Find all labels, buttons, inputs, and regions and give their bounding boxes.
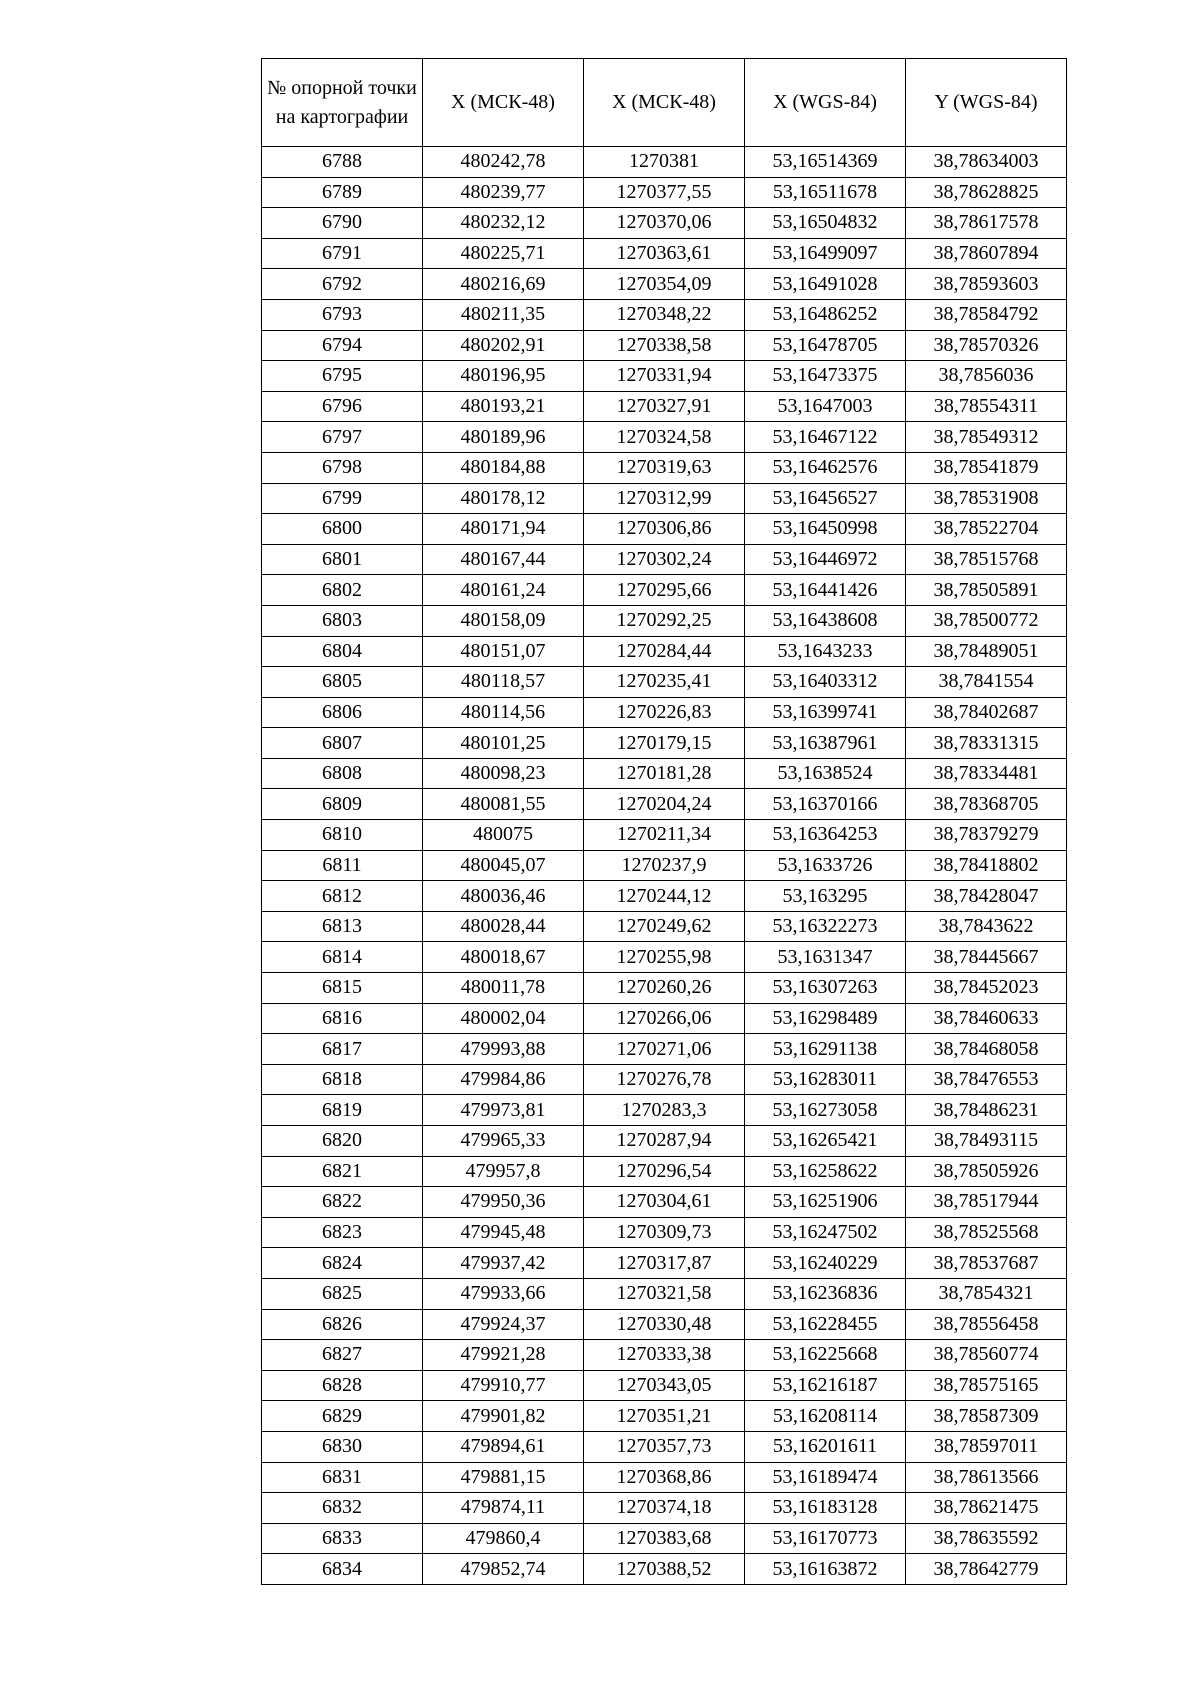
cell-point-number: 6818 [262, 1064, 423, 1095]
cell-x-wgs84: 53,16208114 [745, 1401, 906, 1432]
cell-y-wgs84: 38,7841554 [906, 667, 1067, 698]
cell-x-msk48: 479894,61 [423, 1431, 584, 1462]
cell-y-wgs84: 38,78537687 [906, 1248, 1067, 1279]
cell-x-msk48: 480161,24 [423, 575, 584, 606]
cell-y-wgs84: 38,78505926 [906, 1156, 1067, 1187]
cell-point-number: 6817 [262, 1034, 423, 1065]
cell-point-number: 6819 [262, 1095, 423, 1126]
cell-point-number: 6795 [262, 361, 423, 392]
cell-x-msk48-second: 1270319,63 [584, 452, 745, 483]
cell-x-msk48: 479984,86 [423, 1064, 584, 1095]
cell-x-wgs84: 53,16201611 [745, 1431, 906, 1462]
cell-x-msk48-second: 1270331,94 [584, 361, 745, 392]
cell-x-wgs84: 53,16322273 [745, 911, 906, 942]
cell-y-wgs84: 38,78593603 [906, 269, 1067, 300]
cell-x-wgs84: 53,16216187 [745, 1370, 906, 1401]
cell-x-msk48-second: 1270179,15 [584, 728, 745, 759]
table-row [262, 147, 1067, 178]
cell-x-msk48-second: 1270374,18 [584, 1493, 745, 1524]
cell-x-msk48: 480081,55 [423, 789, 584, 820]
table-row [262, 1493, 1067, 1524]
cell-y-wgs84: 38,78560774 [906, 1340, 1067, 1371]
cell-x-msk48-second: 1270343,05 [584, 1370, 745, 1401]
cell-y-wgs84: 38,78617578 [906, 208, 1067, 239]
cell-y-wgs84: 38,7854321 [906, 1278, 1067, 1309]
cell-x-msk48-second: 1270271,06 [584, 1034, 745, 1065]
cell-x-msk48-second: 1270312,99 [584, 483, 745, 514]
cell-point-number: 6806 [262, 697, 423, 728]
cell-x-msk48: 480193,21 [423, 391, 584, 422]
cell-y-wgs84: 38,78331315 [906, 728, 1067, 759]
cell-x-wgs84: 53,16514369 [745, 147, 906, 178]
cell-x-msk48: 480018,67 [423, 942, 584, 973]
cell-x-wgs84: 53,16467122 [745, 422, 906, 453]
cell-y-wgs84: 38,78522704 [906, 514, 1067, 545]
cell-x-wgs84: 53,16446972 [745, 544, 906, 575]
cell-x-msk48-second: 1270237,9 [584, 850, 745, 881]
table-row [262, 1003, 1067, 1034]
cell-x-msk48: 480189,96 [423, 422, 584, 453]
cell-x-msk48: 480242,78 [423, 147, 584, 178]
cell-x-msk48-second: 1270368,86 [584, 1462, 745, 1493]
cell-y-wgs84: 38,78402687 [906, 697, 1067, 728]
cell-x-msk48: 479973,81 [423, 1095, 584, 1126]
cell-x-msk48: 480114,56 [423, 697, 584, 728]
cell-point-number: 6822 [262, 1187, 423, 1218]
table-row [262, 1278, 1067, 1309]
cell-y-wgs84: 38,78607894 [906, 238, 1067, 269]
cell-y-wgs84: 38,78468058 [906, 1034, 1067, 1065]
cell-x-msk48: 479852,74 [423, 1554, 584, 1585]
cell-x-msk48-second: 1270276,78 [584, 1064, 745, 1095]
cell-x-wgs84: 53,16387961 [745, 728, 906, 759]
header-x-msk48-second: X (МСК-48) [584, 59, 745, 147]
table-row [262, 789, 1067, 820]
table-row [262, 544, 1067, 575]
cell-x-msk48: 480225,71 [423, 238, 584, 269]
cell-x-msk48: 480211,35 [423, 299, 584, 330]
cell-point-number: 6812 [262, 881, 423, 912]
cell-point-number: 6790 [262, 208, 423, 239]
cell-y-wgs84: 38,78476553 [906, 1064, 1067, 1095]
cell-y-wgs84: 38,78525568 [906, 1217, 1067, 1248]
cell-x-wgs84: 53,16456527 [745, 483, 906, 514]
cell-point-number: 6788 [262, 147, 423, 178]
table-row [262, 1126, 1067, 1157]
cell-point-number: 6791 [262, 238, 423, 269]
cell-point-number: 6799 [262, 483, 423, 514]
table-row [262, 208, 1067, 239]
table-row [262, 1187, 1067, 1218]
cell-point-number: 6789 [262, 177, 423, 208]
cell-x-wgs84: 53,16225668 [745, 1340, 906, 1371]
table-row [262, 361, 1067, 392]
cell-y-wgs84: 38,78379279 [906, 820, 1067, 851]
cell-x-wgs84: 53,16491028 [745, 269, 906, 300]
cell-x-msk48: 479881,15 [423, 1462, 584, 1493]
table-row [262, 881, 1067, 912]
cell-x-msk48-second: 1270296,54 [584, 1156, 745, 1187]
table-row [262, 605, 1067, 636]
cell-x-msk48-second: 1270354,09 [584, 269, 745, 300]
cell-point-number: 6801 [262, 544, 423, 575]
cell-y-wgs84: 38,78635592 [906, 1523, 1067, 1554]
cell-point-number: 6809 [262, 789, 423, 820]
table-row [262, 728, 1067, 759]
cell-x-wgs84: 53,16473375 [745, 361, 906, 392]
cell-x-msk48: 479993,88 [423, 1034, 584, 1065]
table-row [262, 238, 1067, 269]
cell-x-msk48-second: 1270249,62 [584, 911, 745, 942]
table-row [262, 1248, 1067, 1279]
header-y-wgs84: Y (WGS-84) [906, 59, 1067, 147]
header-x-msk48: X (МСК-48) [423, 59, 584, 147]
cell-point-number: 6825 [262, 1278, 423, 1309]
cell-x-msk48-second: 1270204,24 [584, 789, 745, 820]
cell-x-wgs84: 53,16438608 [745, 605, 906, 636]
cell-x-wgs84: 53,1647003 [745, 391, 906, 422]
cell-x-msk48-second: 1270327,91 [584, 391, 745, 422]
table-row [262, 636, 1067, 667]
cell-point-number: 6816 [262, 1003, 423, 1034]
table-row [262, 1156, 1067, 1187]
table-row [262, 667, 1067, 698]
cell-point-number: 6829 [262, 1401, 423, 1432]
cell-point-number: 6834 [262, 1554, 423, 1585]
cell-y-wgs84: 38,78554311 [906, 391, 1067, 422]
cell-point-number: 6820 [262, 1126, 423, 1157]
cell-x-msk48: 480118,57 [423, 667, 584, 698]
cell-x-msk48-second: 1270363,61 [584, 238, 745, 269]
cell-x-msk48-second: 1270330,48 [584, 1309, 745, 1340]
cell-y-wgs84: 38,78418802 [906, 850, 1067, 881]
table-row [262, 758, 1067, 789]
cell-x-wgs84: 53,16399741 [745, 697, 906, 728]
cell-point-number: 6796 [262, 391, 423, 422]
cell-y-wgs84: 38,78428047 [906, 881, 1067, 912]
cell-x-msk48: 480002,04 [423, 1003, 584, 1034]
cell-x-msk48: 479921,28 [423, 1340, 584, 1371]
cell-x-msk48-second: 1270333,38 [584, 1340, 745, 1371]
cell-x-msk48: 479874,11 [423, 1493, 584, 1524]
cell-x-wgs84: 53,16504832 [745, 208, 906, 239]
cell-point-number: 6830 [262, 1431, 423, 1462]
cell-x-wgs84: 53,16163872 [745, 1554, 906, 1585]
cell-x-wgs84: 53,1631347 [745, 942, 906, 973]
cell-x-msk48: 480011,78 [423, 973, 584, 1004]
table-row [262, 942, 1067, 973]
cell-x-msk48-second: 1270306,86 [584, 514, 745, 545]
table-header [262, 59, 1067, 147]
cell-x-wgs84: 53,16170773 [745, 1523, 906, 1554]
cell-point-number: 6823 [262, 1217, 423, 1248]
cell-x-msk48-second: 1270309,73 [584, 1217, 745, 1248]
cell-point-number: 6802 [262, 575, 423, 606]
cell-x-wgs84: 53,16189474 [745, 1462, 906, 1493]
cell-x-msk48-second: 1270383,68 [584, 1523, 745, 1554]
table-row [262, 850, 1067, 881]
cell-x-msk48-second: 1270377,55 [584, 177, 745, 208]
cell-point-number: 6804 [262, 636, 423, 667]
table-row [262, 514, 1067, 545]
cell-x-wgs84: 53,16478705 [745, 330, 906, 361]
cell-x-wgs84: 53,16370166 [745, 789, 906, 820]
cell-point-number: 6807 [262, 728, 423, 759]
table-row [262, 299, 1067, 330]
cell-x-msk48: 479945,48 [423, 1217, 584, 1248]
cell-x-msk48: 479933,66 [423, 1278, 584, 1309]
cell-x-msk48-second: 1270255,98 [584, 942, 745, 973]
cell-y-wgs84: 38,78541879 [906, 452, 1067, 483]
cell-x-msk48: 480167,44 [423, 544, 584, 575]
cell-x-msk48-second: 1270388,52 [584, 1554, 745, 1585]
cell-point-number: 6821 [262, 1156, 423, 1187]
cell-y-wgs84: 38,78334481 [906, 758, 1067, 789]
cell-y-wgs84: 38,78634003 [906, 147, 1067, 178]
cell-y-wgs84: 38,78570326 [906, 330, 1067, 361]
cell-x-msk48: 480171,94 [423, 514, 584, 545]
table-row [262, 973, 1067, 1004]
cell-x-msk48-second: 1270357,73 [584, 1431, 745, 1462]
cell-x-wgs84: 53,16236836 [745, 1278, 906, 1309]
cell-x-wgs84: 53,16240229 [745, 1248, 906, 1279]
cell-y-wgs84: 38,78505891 [906, 575, 1067, 606]
cell-x-wgs84: 53,1643233 [745, 636, 906, 667]
cell-point-number: 6798 [262, 452, 423, 483]
cell-x-msk48-second: 1270266,06 [584, 1003, 745, 1034]
cell-x-wgs84: 53,16228455 [745, 1309, 906, 1340]
cell-y-wgs84: 38,78584792 [906, 299, 1067, 330]
table-body [262, 147, 1067, 1585]
cell-x-msk48: 480151,07 [423, 636, 584, 667]
cell-x-msk48-second: 1270181,28 [584, 758, 745, 789]
cell-x-wgs84: 53,16183128 [745, 1493, 906, 1524]
cell-point-number: 6808 [262, 758, 423, 789]
cell-x-msk48-second: 1270317,87 [584, 1248, 745, 1279]
cell-point-number: 6792 [262, 269, 423, 300]
cell-x-wgs84: 53,1638524 [745, 758, 906, 789]
cell-y-wgs84: 38,78486231 [906, 1095, 1067, 1126]
table-row [262, 452, 1067, 483]
table-row [262, 177, 1067, 208]
cell-y-wgs84: 38,78613566 [906, 1462, 1067, 1493]
cell-x-msk48-second: 1270295,66 [584, 575, 745, 606]
cell-x-msk48-second: 1270304,61 [584, 1187, 745, 1218]
cell-x-msk48: 479924,37 [423, 1309, 584, 1340]
cell-y-wgs84: 38,78587309 [906, 1401, 1067, 1432]
cell-x-msk48-second: 1270324,58 [584, 422, 745, 453]
cell-x-msk48-second: 1270292,25 [584, 605, 745, 636]
table-row [262, 1064, 1067, 1095]
cell-x-wgs84: 53,16499097 [745, 238, 906, 269]
cell-point-number: 6827 [262, 1340, 423, 1371]
cell-x-msk48: 480232,12 [423, 208, 584, 239]
cell-x-msk48-second: 1270338,58 [584, 330, 745, 361]
cell-y-wgs84: 38,78597011 [906, 1431, 1067, 1462]
cell-x-msk48-second: 1270226,83 [584, 697, 745, 728]
cell-x-msk48: 480216,69 [423, 269, 584, 300]
cell-y-wgs84: 38,7843622 [906, 911, 1067, 942]
coordinates-table [261, 58, 1067, 1585]
cell-point-number: 6797 [262, 422, 423, 453]
cell-x-msk48: 480196,95 [423, 361, 584, 392]
cell-y-wgs84: 38,78445667 [906, 942, 1067, 973]
cell-point-number: 6815 [262, 973, 423, 1004]
cell-x-wgs84: 53,16265421 [745, 1126, 906, 1157]
table-row [262, 330, 1067, 361]
cell-y-wgs84: 38,78500772 [906, 605, 1067, 636]
table-row [262, 269, 1067, 300]
table-row [262, 1034, 1067, 1065]
cell-y-wgs84: 38,78628825 [906, 177, 1067, 208]
cell-x-wgs84: 53,16283011 [745, 1064, 906, 1095]
cell-x-msk48-second: 1270260,26 [584, 973, 745, 1004]
header-row [262, 59, 1067, 147]
cell-x-msk48: 480184,88 [423, 452, 584, 483]
cell-x-msk48-second: 1270211,34 [584, 820, 745, 851]
cell-point-number: 6833 [262, 1523, 423, 1554]
cell-point-number: 6811 [262, 850, 423, 881]
cell-point-number: 6828 [262, 1370, 423, 1401]
cell-x-msk48: 480101,25 [423, 728, 584, 759]
cell-y-wgs84: 38,78368705 [906, 789, 1067, 820]
cell-x-msk48: 480036,46 [423, 881, 584, 912]
cell-x-wgs84: 53,16273058 [745, 1095, 906, 1126]
cell-x-wgs84: 53,16441426 [745, 575, 906, 606]
cell-x-wgs84: 53,1633726 [745, 850, 906, 881]
cell-point-number: 6800 [262, 514, 423, 545]
cell-x-wgs84: 53,16307263 [745, 973, 906, 1004]
cell-x-wgs84: 53,16247502 [745, 1217, 906, 1248]
cell-x-msk48: 479965,33 [423, 1126, 584, 1157]
cell-x-msk48: 479910,77 [423, 1370, 584, 1401]
cell-x-wgs84: 53,16511678 [745, 177, 906, 208]
cell-y-wgs84: 38,78489051 [906, 636, 1067, 667]
cell-x-wgs84: 53,16258622 [745, 1156, 906, 1187]
cell-x-msk48: 480239,77 [423, 177, 584, 208]
cell-y-wgs84: 38,78460633 [906, 1003, 1067, 1034]
cell-x-wgs84: 53,16462576 [745, 452, 906, 483]
table-row [262, 1309, 1067, 1340]
cell-x-msk48: 479937,42 [423, 1248, 584, 1279]
table-row [262, 1554, 1067, 1585]
cell-x-wgs84: 53,16364253 [745, 820, 906, 851]
table-row [262, 1462, 1067, 1493]
cell-x-msk48: 480075 [423, 820, 584, 851]
cell-y-wgs84: 38,78549312 [906, 422, 1067, 453]
cell-point-number: 6826 [262, 1309, 423, 1340]
cell-y-wgs84: 38,78642779 [906, 1554, 1067, 1585]
cell-y-wgs84: 38,78517944 [906, 1187, 1067, 1218]
table-row [262, 391, 1067, 422]
cell-x-msk48: 479860,4 [423, 1523, 584, 1554]
table-row [262, 1340, 1067, 1371]
table-row [262, 1370, 1067, 1401]
cell-y-wgs84: 38,78575165 [906, 1370, 1067, 1401]
cell-point-number: 6832 [262, 1493, 423, 1524]
cell-x-wgs84: 53,16251906 [745, 1187, 906, 1218]
table-row [262, 697, 1067, 728]
cell-x-msk48: 480158,09 [423, 605, 584, 636]
cell-x-msk48-second: 1270351,21 [584, 1401, 745, 1432]
cell-x-msk48: 479950,36 [423, 1187, 584, 1218]
table-row [262, 820, 1067, 851]
cell-x-msk48: 480045,07 [423, 850, 584, 881]
cell-point-number: 6810 [262, 820, 423, 851]
cell-x-wgs84: 53,163295 [745, 881, 906, 912]
cell-point-number: 6803 [262, 605, 423, 636]
cell-x-msk48-second: 1270235,41 [584, 667, 745, 698]
cell-x-msk48-second: 1270370,06 [584, 208, 745, 239]
table-row [262, 575, 1067, 606]
table-row [262, 1401, 1067, 1432]
cell-x-msk48-second: 1270302,24 [584, 544, 745, 575]
cell-point-number: 6794 [262, 330, 423, 361]
cell-x-msk48: 480098,23 [423, 758, 584, 789]
header-point-number: № опорной точки на картографии [262, 59, 423, 147]
cell-x-msk48: 479957,8 [423, 1156, 584, 1187]
cell-x-msk48-second: 1270348,22 [584, 299, 745, 330]
cell-x-wgs84: 53,16291138 [745, 1034, 906, 1065]
cell-point-number: 6831 [262, 1462, 423, 1493]
cell-x-msk48-second: 1270283,3 [584, 1095, 745, 1126]
cell-y-wgs84: 38,7856036 [906, 361, 1067, 392]
cell-x-wgs84: 53,16450998 [745, 514, 906, 545]
cell-point-number: 6793 [262, 299, 423, 330]
cell-x-msk48: 480028,44 [423, 911, 584, 942]
cell-y-wgs84: 38,78452023 [906, 973, 1067, 1004]
table-row [262, 1095, 1067, 1126]
cell-x-msk48-second: 1270244,12 [584, 881, 745, 912]
table-row [262, 911, 1067, 942]
table-row [262, 1523, 1067, 1554]
cell-x-msk48: 480202,91 [423, 330, 584, 361]
cell-x-msk48: 480178,12 [423, 483, 584, 514]
cell-x-wgs84: 53,16486252 [745, 299, 906, 330]
cell-x-wgs84: 53,16298489 [745, 1003, 906, 1034]
cell-y-wgs84: 38,78621475 [906, 1493, 1067, 1524]
cell-x-msk48-second: 1270284,44 [584, 636, 745, 667]
cell-point-number: 6824 [262, 1248, 423, 1279]
cell-x-msk48-second: 1270381 [584, 147, 745, 178]
cell-point-number: 6813 [262, 911, 423, 942]
table-row [262, 1217, 1067, 1248]
cell-point-number: 6805 [262, 667, 423, 698]
cell-x-msk48-second: 1270287,94 [584, 1126, 745, 1157]
table-row [262, 483, 1067, 514]
cell-x-wgs84: 53,16403312 [745, 667, 906, 698]
cell-point-number: 6814 [262, 942, 423, 973]
table-row [262, 422, 1067, 453]
header-x-wgs84: X (WGS-84) [745, 59, 906, 147]
cell-y-wgs84: 38,78493115 [906, 1126, 1067, 1157]
cell-y-wgs84: 38,78531908 [906, 483, 1067, 514]
cell-x-msk48: 479901,82 [423, 1401, 584, 1432]
cell-x-msk48-second: 1270321,58 [584, 1278, 745, 1309]
cell-y-wgs84: 38,78515768 [906, 544, 1067, 575]
cell-y-wgs84: 38,78556458 [906, 1309, 1067, 1340]
table-row [262, 1431, 1067, 1462]
